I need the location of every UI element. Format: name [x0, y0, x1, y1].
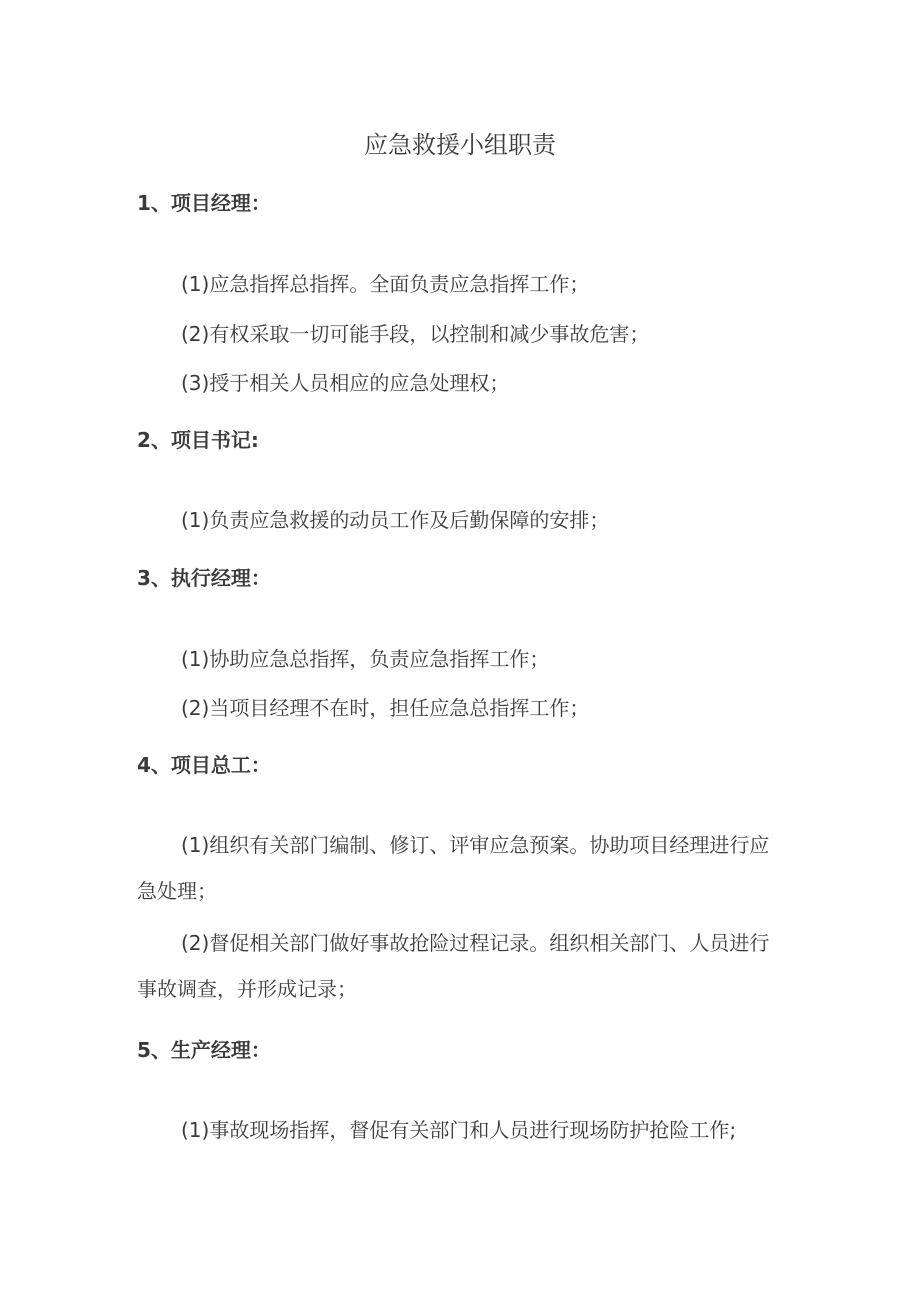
list-item: (1)组织有关部门编制、修订、评审应急预案。协助项目经理进行应急处理；	[137, 833, 770, 903]
list-item: (2)有权采取一切可能手段，以控制和减少事故危害；	[181, 322, 650, 346]
list-item: (1)事故现场指挥，督促有关部门和人员进行现场防护抢险工作;	[181, 1118, 737, 1142]
list-item: (1)负责应急救援的动员工作及后勤保障的安排；	[181, 508, 610, 532]
list-item: (2)当项目经理不在时，担任应急总指挥工作；	[181, 696, 590, 720]
section-heading-project-secretary: 2、项目书记:	[137, 428, 259, 452]
section-heading-executive-manager: 3、执行经理：	[137, 566, 271, 590]
list-item: (1)应急指挥总指挥。全面负责应急指挥工作；	[181, 272, 590, 296]
section-heading-project-manager: 1、项目经理：	[137, 191, 271, 215]
section-heading-production-manager: 5、生产经理：	[137, 1038, 271, 1062]
section-heading-chief-engineer: 4、项目总工：	[137, 753, 271, 777]
document-title: 应急救援小组职责	[364, 131, 556, 159]
list-item: (1)协助应急总指挥，负责应急指挥工作；	[181, 647, 550, 671]
list-item: (3)授于相关人员相应的应急处理权；	[181, 371, 510, 395]
list-item: (2)督促相关部门做好事故抢险过程记录。组织相关部门、人员进行事故调查，并形成记录；	[137, 931, 770, 1001]
